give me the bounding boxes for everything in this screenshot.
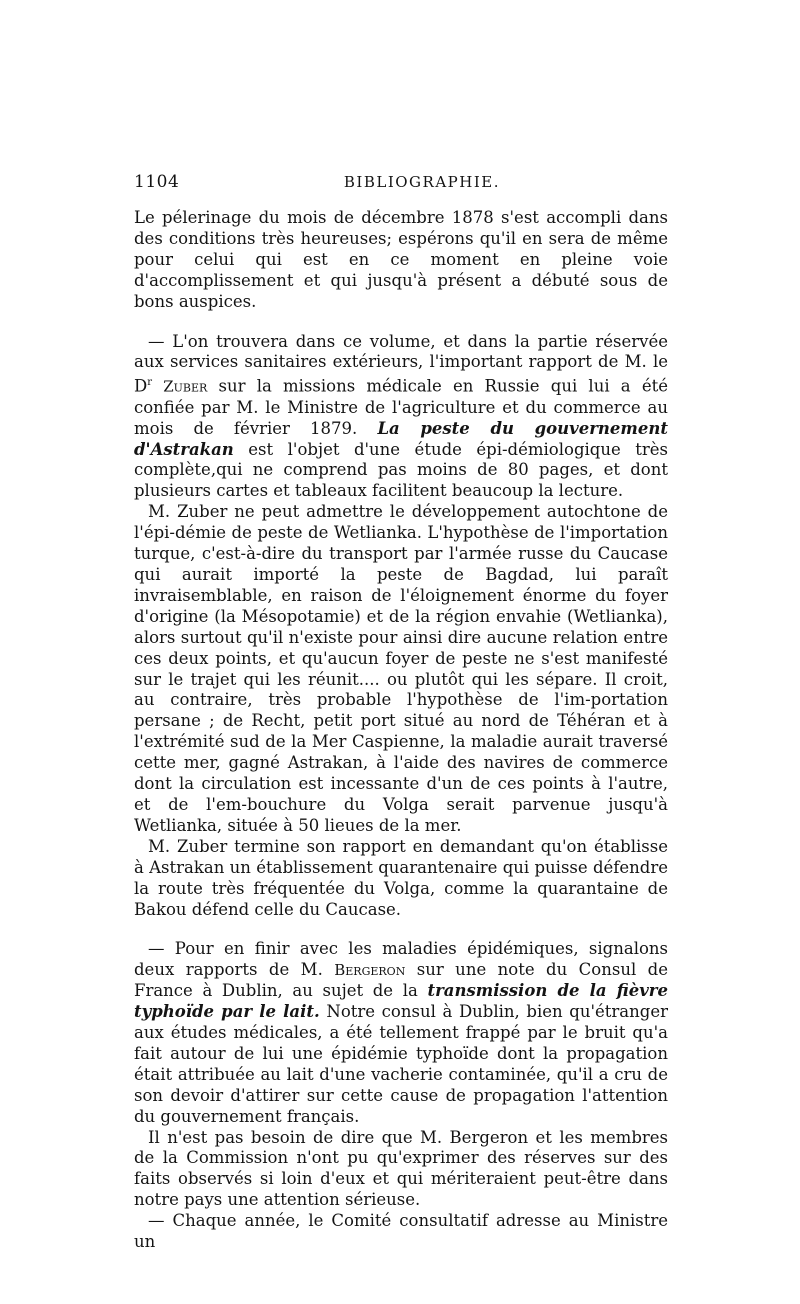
running-header <box>134 172 668 198</box>
italic-title: transmission de la fièvre typhoïde par le lait. <box>134 981 668 1022</box>
superscript: r <box>147 377 153 389</box>
running-title: BIBLIOGRAPHIE. <box>343 173 500 191</box>
paragraph-bergeron-reports <box>134 939 668 1127</box>
author-name: Bergeron <box>334 961 406 980</box>
text-segment: sur la missions médicale en Russie qui lui a été confiée par M. le Ministre de l'agriculture et du commerce au mois de février 1879. <box>134 376 668 438</box>
paragraph-zuber-report <box>134 332 668 503</box>
text-segment: est l'objet d'une étude épi-démiologique très complète,qui ne comprend pas moins de 80 pages, et dont plusieurs cartes et tableaux facilitent beaucoup la lecture. <box>134 439 668 501</box>
paragraph-pelerinage: Le pélerinage du mois de décembre 1878 s'est accompli dans des conditions très heureuses; espérons qu'il en sera de même pour celui qui est en ce moment en pleine voie d'accomplissement et qui jusqu'à présent a débuté sous de bons auspices. <box>134 208 668 311</box>
paragraph-comite: — Chaque année, le Comité consultatif adresse au Ministre un <box>134 1211 668 1252</box>
author-name: Zuber <box>163 377 208 396</box>
text-segment: — Pour en finir avec les maladies épidémiques, signalons deux rapports de M. <box>134 939 668 980</box>
text-segment: — L'on trouvera dans ce volume, et dans la partie réservée aux services sanitaires extérieurs, l'important rapport de M. le D <box>134 331 668 396</box>
text-segment: sur une note du Consul de France à Dublin, au sujet de la <box>134 960 668 1001</box>
text-segment: Notre consul à Dublin, bien qu'étranger aux études médicales, a été tellement frappé par le bruit qu'a fait autour de lui une épidémie typhoïde dont la propagation était attribuée au lait d'une vacherie contaminée, qu'il a cru de son devoir d'attirer sur cette cause de propagation l'attention du gouvernement français. <box>134 1002 668 1126</box>
paragraph-zuber-conclusion: M. Zuber termine son rapport en demandant qu'on établisse à Astrakan un établissement quarantenaire qui puisse défendre la route très fréquentée du Volga, comme la quarantaine de Bakou défend celle du Caucase. <box>134 836 668 919</box>
italic-title: La peste du gouvernement d'Astrakan <box>134 418 668 459</box>
paragraph-zuber-hypothesis: M. Zuber ne peut admettre le développement autochtone de l'épi-démie de peste de Wetlianka. L'hypothèse de l'importation turque, c'est-à-dire du transport par l'armée russe du Caucase qui aurait importé la peste de Bagdad, lui paraît invraisemblable, en raison de l'éloignement énorme du foyer d'origine (la Mésopotamie) et de la région envahie (Wetlianka), alors surtout qu'il n'existe pour ainsi dire aucune relation entre ces deux points, et qu'aucun foyer de peste ne s'est manifesté sur le trajet qui les réunit.... ou plutôt qui les sépare. Il croit, au contraire, très probable l'hypothèse de l'im-portation persane ; de Recht, petit port situé au nord de Téhéran et à l'extrémité sud de la Mer Caspienne, la maladie aurait traversé cette mer, gagné Astrakan, à l'aide des navires de commerce dont la circulation est incessante d'un de ces points à l'autre, et de l'em-bouchure du Volga serait parvenue jusqu'à Wetlianka, située à 50 lieues de la mer. <box>134 502 668 835</box>
paragraph-commission: Il n'est pas besoin de dire que M. Bergeron et les membres de la Commission n'ont pu qu'exprimer des réserves sur des faits observés si loin d'eux et qui mériteraient peut-être dans notre pays une attention sérieuse. <box>134 1127 668 1210</box>
page-number: 1104 <box>134 172 180 192</box>
book-page <box>134 172 668 1253</box>
